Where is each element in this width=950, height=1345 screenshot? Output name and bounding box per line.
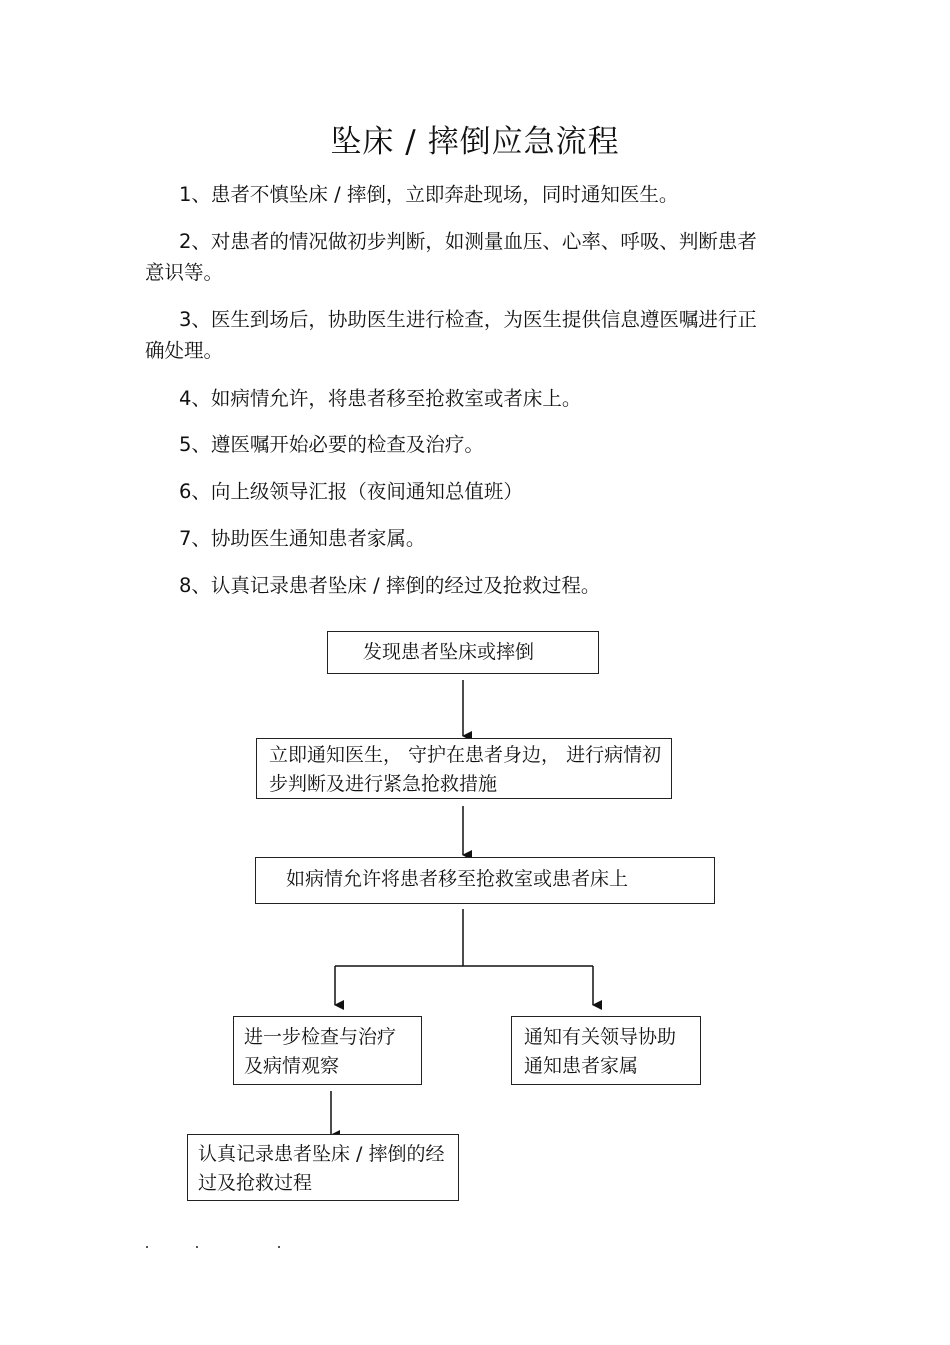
page-title: 坠床 / 摔倒应急流程 xyxy=(330,124,620,160)
flow-box-notify-leaders: 通知有关领导协助通知患者家属 xyxy=(511,1016,701,1085)
step-6: 6、向上级领导汇报（夜间通知总值班） xyxy=(179,480,523,503)
footer-dot xyxy=(278,1246,280,1248)
step-1: 1、患者不慎坠床 / 摔倒，立即奔赴现场，同时通知医生。 xyxy=(179,183,679,206)
flow-box-discover: 发现患者坠床或摔倒 xyxy=(327,631,599,674)
step-5: 5、遵医嘱开始必要的检查及治疗。 xyxy=(179,433,484,456)
step-7: 7、协助医生通知患者家属。 xyxy=(179,527,426,550)
footer-dot xyxy=(196,1246,198,1248)
step-3: 3、医生到场后，协助医生进行检查，为医生提供信息遵医嘱进行正确处理。 xyxy=(145,308,757,362)
flow-box-record: 认真记录患者坠床 / 摔倒的经过及抢救过程 xyxy=(187,1134,459,1201)
flow-box-move-patient: 如病情允许将患者移至抢救室或患者床上 xyxy=(255,857,715,904)
flow-box-examination: 进一步检查与治疗及病情观察 xyxy=(233,1016,422,1085)
step-4: 4、如病情允许，将患者移至抢救室或者床上。 xyxy=(179,387,582,410)
step-2: 2、对患者的情况做初步判断，如测量血压、心率、呼吸、判断患者意识等。 xyxy=(145,230,757,284)
step-8: 8、认真记录患者坠床 / 摔倒的经过及抢救过程。 xyxy=(179,574,601,597)
footer-dot xyxy=(146,1246,148,1248)
flow-box-notify-doctor: 立即通知医生， 守护在患者身边， 进行病情初步判断及进行紧急抢救措施 xyxy=(256,738,672,799)
